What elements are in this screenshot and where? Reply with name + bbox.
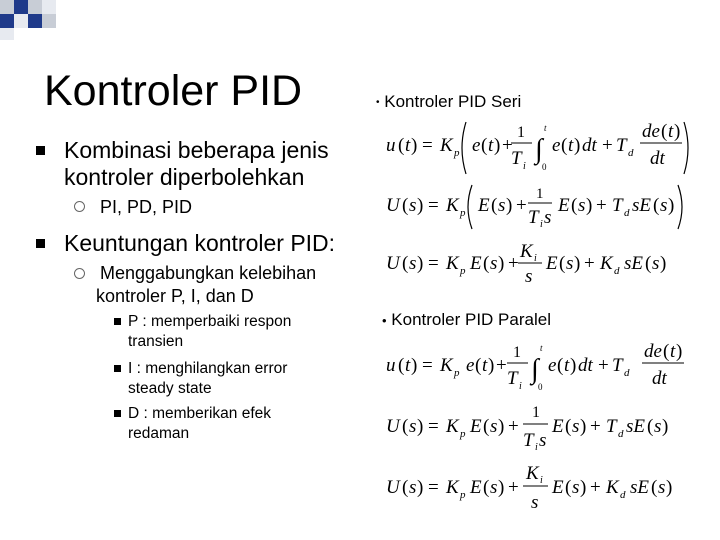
svg-text:0: 0 xyxy=(538,382,543,392)
svg-text:e: e xyxy=(466,355,475,376)
svg-text:(: ( xyxy=(402,253,409,274)
svg-text:(: ( xyxy=(565,477,572,498)
svg-text:1: 1 xyxy=(532,404,540,421)
svg-text:s: s xyxy=(490,253,498,274)
svg-text:K: K xyxy=(446,253,459,274)
dot-bullet-icon: • xyxy=(376,97,380,109)
sub-bullet-menggabungkan: Menggabungkan kelebihan kontroler P, I, dan D xyxy=(96,263,317,306)
svg-text:s: s xyxy=(531,492,539,513)
svg-text:dt: dt xyxy=(652,368,667,389)
svg-text:s: s xyxy=(490,416,498,437)
svg-text:+: + xyxy=(508,477,519,498)
svg-text:t: t xyxy=(568,135,574,156)
svg-text:d: d xyxy=(618,428,624,440)
svg-text:=: = xyxy=(422,135,433,156)
bullet-keuntungan: Keuntungan kontroler PID: xyxy=(64,230,336,256)
svg-text:): ) xyxy=(498,477,505,498)
svg-text:): ) xyxy=(417,195,424,216)
svg-text:dt: dt xyxy=(582,135,597,156)
svg-text:(: ( xyxy=(481,135,488,156)
svg-text:+: + xyxy=(590,416,601,437)
svg-text:T: T xyxy=(528,207,539,228)
svg-text:s: s xyxy=(490,477,498,498)
svg-text:(: ( xyxy=(491,195,498,216)
svg-text:s: s xyxy=(409,195,417,216)
svg-text:t: t xyxy=(668,121,674,142)
item-d: D : memberikan efek redaman xyxy=(128,405,271,442)
svg-text:): ) xyxy=(417,253,424,274)
svg-text:i: i xyxy=(523,161,526,172)
svg-text:∫: ∫ xyxy=(535,134,543,165)
svg-text:sE: sE xyxy=(626,416,645,437)
svg-text:d: d xyxy=(624,367,630,379)
svg-text:s: s xyxy=(572,477,580,498)
svg-text:s: s xyxy=(409,253,417,274)
svg-text:T: T xyxy=(616,135,627,156)
svg-text:T: T xyxy=(606,416,617,437)
svg-text:+: + xyxy=(584,253,595,274)
equation-seri-laplace xyxy=(380,181,692,233)
svg-text:): ) xyxy=(570,355,577,376)
svg-text:K: K xyxy=(440,355,453,376)
svg-text:s: s xyxy=(544,207,552,228)
svg-text:(: ( xyxy=(661,121,668,142)
svg-text:K: K xyxy=(446,477,459,498)
small-square-bullet-icon xyxy=(114,365,121,372)
heading-seri-text: Kontroler PID Seri xyxy=(384,92,522,111)
svg-text:dt: dt xyxy=(578,355,593,376)
svg-text:(: ( xyxy=(475,355,482,376)
svg-text:0: 0 xyxy=(542,162,547,172)
svg-text:=: = xyxy=(422,355,433,376)
bullet-kombinasi: Kombinasi beberapa jenis kontroler diperbolehkan xyxy=(64,137,329,190)
svg-text:i: i xyxy=(519,381,522,392)
svg-text:): ) xyxy=(586,195,593,216)
svg-text:(: ( xyxy=(398,355,405,376)
svg-text:E: E xyxy=(546,253,558,274)
svg-text:s: s xyxy=(566,253,574,274)
svg-text:d: d xyxy=(614,265,620,277)
svg-text:E: E xyxy=(552,477,564,498)
svg-text:(: ( xyxy=(402,477,409,498)
svg-text:s: s xyxy=(409,416,417,437)
svg-text:=: = xyxy=(428,253,439,274)
svg-text:u: u xyxy=(386,135,396,156)
equation-paralel-laplace xyxy=(380,400,692,454)
svg-text:): ) xyxy=(498,253,505,274)
svg-text:T: T xyxy=(612,195,623,216)
heading-paralel xyxy=(382,310,551,330)
dot-bullet-icon: • xyxy=(382,313,387,328)
svg-text:): ) xyxy=(674,121,681,142)
corner-decoration xyxy=(0,0,60,40)
svg-text:+: + xyxy=(508,253,519,274)
svg-text:(: ( xyxy=(653,195,660,216)
svg-text:t: t xyxy=(544,123,547,133)
svg-text:U: U xyxy=(386,477,400,498)
svg-text:+: + xyxy=(590,477,601,498)
equation-paralel-time xyxy=(380,338,692,398)
svg-text:): ) xyxy=(580,477,587,498)
svg-text:p: p xyxy=(454,367,460,379)
svg-text:p: p xyxy=(460,265,466,277)
svg-text:e: e xyxy=(552,135,561,156)
svg-text:): ) xyxy=(668,195,675,216)
svg-text:): ) xyxy=(506,195,513,216)
svg-text:U: U xyxy=(386,253,400,274)
svg-text:e: e xyxy=(472,135,481,156)
svg-text:E: E xyxy=(470,477,482,498)
svg-text:): ) xyxy=(411,135,418,156)
small-square-bullet-icon xyxy=(114,410,121,417)
svg-text:t: t xyxy=(540,343,543,353)
svg-text:): ) xyxy=(417,477,424,498)
svg-text:t: t xyxy=(670,341,676,362)
svg-text:E: E xyxy=(478,195,490,216)
item-i: I : menghilangkan error steady state xyxy=(128,360,288,397)
svg-text:(: ( xyxy=(483,416,490,437)
svg-text:K: K xyxy=(600,253,613,274)
svg-text:p: p xyxy=(460,489,466,501)
svg-text:=: = xyxy=(428,477,439,498)
svg-text:s: s xyxy=(525,266,533,287)
svg-text:sE: sE xyxy=(624,253,643,274)
square-bullet-icon xyxy=(36,146,45,155)
svg-text:s: s xyxy=(572,416,580,437)
svg-text:): ) xyxy=(488,355,495,376)
svg-text:(: ( xyxy=(565,416,572,437)
svg-text:(: ( xyxy=(557,355,564,376)
svg-text:d: d xyxy=(624,207,630,219)
svg-text:(: ( xyxy=(651,477,658,498)
svg-text:+: + xyxy=(496,355,507,376)
svg-text:): ) xyxy=(676,341,683,362)
svg-text:(: ( xyxy=(398,135,405,156)
heading-seri xyxy=(376,92,521,112)
svg-text:s: s xyxy=(409,477,417,498)
svg-text:t: t xyxy=(564,355,570,376)
svg-text:K: K xyxy=(520,241,533,262)
svg-text:E: E xyxy=(470,416,482,437)
svg-text:): ) xyxy=(662,416,669,437)
svg-text:+: + xyxy=(516,195,527,216)
slide-title: Kontroler PID xyxy=(44,67,303,115)
svg-text:(: ( xyxy=(559,253,566,274)
svg-text:(: ( xyxy=(647,416,654,437)
svg-text:K: K xyxy=(446,416,459,437)
svg-text:): ) xyxy=(574,135,581,156)
svg-text:=: = xyxy=(428,416,439,437)
svg-text:s: s xyxy=(652,253,660,274)
svg-text:+: + xyxy=(598,355,609,376)
svg-text:p: p xyxy=(460,207,466,219)
svg-text:de: de xyxy=(642,121,660,142)
svg-text:(: ( xyxy=(483,477,490,498)
svg-text:p: p xyxy=(454,147,460,159)
square-bullet-icon xyxy=(36,239,45,248)
svg-text:K: K xyxy=(606,477,619,498)
equation-seri-time xyxy=(380,118,692,178)
svg-text:T: T xyxy=(507,368,518,389)
svg-text:): ) xyxy=(498,416,505,437)
svg-text:s: s xyxy=(539,430,547,451)
svg-text:∫: ∫ xyxy=(531,354,539,385)
svg-text:dt: dt xyxy=(650,148,665,169)
svg-text:1: 1 xyxy=(513,344,521,361)
svg-text:(: ( xyxy=(663,341,670,362)
svg-text:U: U xyxy=(386,195,400,216)
svg-text:i: i xyxy=(540,219,543,230)
svg-text:s: s xyxy=(498,195,506,216)
svg-text:): ) xyxy=(660,253,667,274)
svg-text:s: s xyxy=(654,416,662,437)
hollow-bullet-icon xyxy=(74,268,85,279)
svg-text:(: ( xyxy=(561,135,568,156)
svg-text:K: K xyxy=(440,135,453,156)
svg-text:p: p xyxy=(460,428,466,440)
svg-text:t: t xyxy=(482,355,488,376)
equation-paralel-gain xyxy=(380,460,692,516)
svg-text:): ) xyxy=(666,477,673,498)
svg-text:sE: sE xyxy=(632,195,651,216)
svg-text:(: ( xyxy=(571,195,578,216)
svg-text:1: 1 xyxy=(536,186,544,202)
svg-text:E: E xyxy=(552,416,564,437)
item-p: P : memperbaiki respon transien xyxy=(128,313,292,350)
svg-text:t: t xyxy=(405,135,411,156)
svg-text:i: i xyxy=(540,475,543,486)
svg-text:T: T xyxy=(612,355,623,376)
svg-text:sE: sE xyxy=(630,477,649,498)
svg-text:K: K xyxy=(526,463,539,484)
equation-seri-gain xyxy=(380,238,692,288)
svg-text:i: i xyxy=(534,253,537,264)
svg-text:=: = xyxy=(428,195,439,216)
svg-text:1: 1 xyxy=(517,124,525,141)
svg-text:+: + xyxy=(602,135,613,156)
sub-bullet-pi-pd-pid: PI, PD, PID xyxy=(100,197,193,217)
svg-text:(: ( xyxy=(402,416,409,437)
svg-text:e: e xyxy=(548,355,557,376)
svg-text:T: T xyxy=(511,148,522,169)
small-square-bullet-icon xyxy=(114,318,121,325)
svg-text:): ) xyxy=(417,416,424,437)
svg-text:t: t xyxy=(405,355,411,376)
svg-text:(: ( xyxy=(483,253,490,274)
svg-text:(: ( xyxy=(402,195,409,216)
svg-text:+: + xyxy=(508,416,519,437)
svg-text:): ) xyxy=(494,135,501,156)
svg-text:u: u xyxy=(386,355,396,376)
svg-text:s: s xyxy=(658,477,666,498)
svg-text:s: s xyxy=(578,195,586,216)
svg-text:E: E xyxy=(558,195,570,216)
svg-text:de: de xyxy=(644,341,662,362)
svg-text:d: d xyxy=(628,147,634,159)
svg-text:T: T xyxy=(523,430,534,451)
svg-text:d: d xyxy=(620,489,626,501)
svg-text:+: + xyxy=(502,135,513,156)
svg-text:): ) xyxy=(411,355,418,376)
svg-text:E: E xyxy=(470,253,482,274)
svg-text:(: ( xyxy=(645,253,652,274)
svg-text:): ) xyxy=(580,416,587,437)
svg-text:K: K xyxy=(446,195,459,216)
svg-text:i: i xyxy=(535,442,538,453)
svg-text:U: U xyxy=(386,416,400,437)
svg-text:+: + xyxy=(596,195,607,216)
heading-paralel-text: Kontroler PID Paralel xyxy=(391,310,551,329)
svg-text:): ) xyxy=(574,253,581,274)
hollow-bullet-icon xyxy=(74,201,85,212)
svg-text:t: t xyxy=(488,135,494,156)
svg-text:s: s xyxy=(660,195,668,216)
